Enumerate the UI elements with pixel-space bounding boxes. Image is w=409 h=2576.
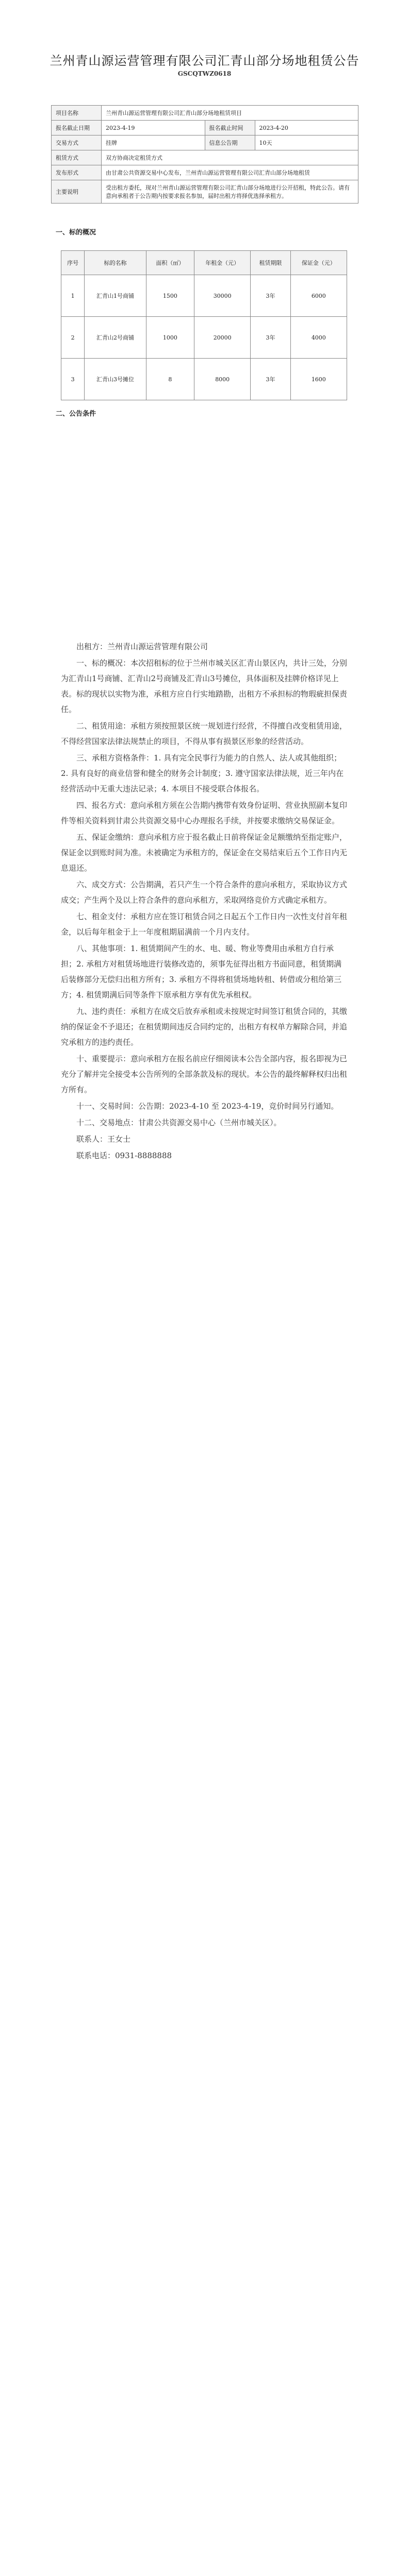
- body-paragraph: 十二、交易地点：甘肃公共资源交易中心（兰州市城关区）。: [76, 1118, 282, 1127]
- info-row: [52, 135, 358, 150]
- info-row: [52, 180, 358, 204]
- table-cell: 6000: [290, 275, 347, 317]
- column-header: 年租金（元）: [194, 251, 251, 275]
- table-cell: 2: [61, 317, 85, 359]
- body-paragraph: 十、重要提示：意向承租方在报名前应仔细阅读本公告全部内容，报名即视为已充分了解并完全接受本公告所列的全部条款及标的现状。本公告的最终解释权归出租方所有。: [61, 1054, 348, 1094]
- body-paragraph: 联系人：王女士: [76, 1134, 131, 1144]
- table-cell: 8000: [194, 359, 251, 400]
- table-cell: 1600: [290, 359, 347, 400]
- announcement-body: [61, 639, 347, 1164]
- info-row: [52, 106, 358, 121]
- info-label: 租赁方式: [52, 150, 102, 165]
- column-header: 租赁期限: [251, 251, 290, 275]
- table-cell: 3年: [251, 317, 290, 359]
- info-row: [52, 121, 358, 135]
- info-row: [52, 165, 358, 180]
- info-label: 信息公告期: [205, 135, 255, 150]
- body-paragraph: 八、其他事项：1. 租赁期间产生的水、电、暖、物业等费用由承租方自行承担；2. 承租方对租赁场地进行装修改造的，须事先征得出租方书面同意，租赁期满后装修部分无偿归出租方所有；3. 承租方不得将租赁场地转租、转借或分租给第三方；4. 租赁期满后同等条件下原承租方享有优先承租权。: [61, 944, 342, 999]
- info-value: 2023-4-20: [255, 121, 358, 135]
- info-label: 报名截止时间: [205, 121, 255, 135]
- table-cell: 3年: [251, 359, 290, 400]
- table-cell: 8: [146, 359, 194, 400]
- info-label: 报名截止日期: [52, 121, 102, 135]
- body-paragraph: 五、保证金缴纳：意向承租方应于报名截止日前将保证金足额缴纳至指定账户，保证金以到账时间为准。未被确定为承租方的，保证金在交易结束后五个工作日内无息退还。: [61, 833, 348, 873]
- body-paragraph: 联系电话：0931-8888888: [76, 1151, 172, 1160]
- column-header: 标的名称: [85, 251, 146, 275]
- items-table: [61, 250, 347, 400]
- table-row: [61, 275, 347, 317]
- document-title: 兰州青山源运营管理有限公司汇青山部分场地租赁公告: [50, 54, 359, 68]
- body-paragraph: 十一、交易时间：公告期：2023-4-10 至 2023-4-19，竞价时间另行通知。: [76, 1101, 339, 1111]
- section-heading: 二、公告条件: [56, 410, 96, 418]
- table-cell: 汇青山2号商铺: [85, 317, 146, 359]
- table-cell: 汇青山1号商铺: [85, 275, 146, 317]
- info-value: 兰州青山源运营管理有限公司汇青山部分场地租赁项目: [102, 106, 358, 121]
- table-cell: 1500: [146, 275, 194, 317]
- body-paragraph: 出租方：兰州青山源运营管理有限公司: [76, 642, 208, 651]
- column-header: 面积（㎡）: [146, 251, 194, 275]
- body-paragraph: 一、标的概况：本次招租标的位于兰州市城关区汇青山景区内，共计三处，分别为汇青山1号商铺、汇青山2号商铺及汇青山3号摊位，具体面积及挂牌价格详见上表。标的现状以实物为准，承租方应自行实地踏勘，出租方不承担标的物瑕疵担保责任。: [61, 658, 348, 714]
- info-label: 项目名称: [52, 106, 102, 121]
- section-heading: 一、标的概况: [56, 229, 96, 236]
- body-paragraph: 二、租赁用途：承租方须按照景区统一规划进行经营，不得擅自改变租赁用途，不得经营国家法律法规禁止的项目，不得从事有损景区形象的经营活动。: [61, 721, 348, 746]
- info-value: 10天: [255, 135, 358, 150]
- info-label: 发布形式: [52, 165, 102, 180]
- table-cell: 30000: [194, 275, 251, 317]
- table-cell: 汇青山3号摊位: [85, 359, 146, 400]
- info-value: 2023-4-19: [102, 121, 205, 135]
- column-header: 保证金（元）: [290, 251, 347, 275]
- column-header: 序号: [61, 251, 85, 275]
- table-cell: 3年: [251, 275, 290, 317]
- info-value: 双方协商决定租赁方式: [102, 150, 358, 165]
- table-row: [61, 317, 347, 359]
- body-paragraph: 四、报名方式：意向承租方须在公告期内携带有效身份证明、营业执照副本复印件等相关资料到甘肃公共资源交易中心办理报名手续，并按要求缴纳交易保证金。: [61, 801, 348, 825]
- info-label: 交易方式: [52, 135, 102, 150]
- table-cell: 3: [61, 359, 85, 400]
- body-paragraph: 六、成交方式：公告期满，若只产生一个符合条件的意向承租方，采取协议方式成交；产生两个及以上符合条件的意向承租方，采取网络竞价方式确定承租方。: [61, 880, 348, 905]
- info-row: [52, 150, 358, 165]
- table-header-row: [61, 251, 347, 275]
- info-value: 挂牌: [102, 135, 205, 150]
- table-row: [61, 359, 347, 400]
- table-cell: 20000: [194, 317, 251, 359]
- info-table: [51, 105, 358, 204]
- table-cell: 1: [61, 275, 85, 317]
- table-cell: 4000: [290, 317, 347, 359]
- body-paragraph: 三、承租方资格条件：1. 具有完全民事行为能力的自然人、法人或其他组织；2. 具有良好的商业信誉和健全的财务会计制度；3. 遵守国家法律法规，近三年内在经营活动中无重大违法记录；4. 本项目不接受联合体报名。: [61, 753, 344, 793]
- body-paragraph: 七、租金支付：承租方应在签订租赁合同之日起五个工作日内一次性支付首年租金，以后每年租金于上一年度租期届满前一个月内支付。: [61, 912, 348, 937]
- info-value: 由甘肃公共资源交易中心发布，兰州青山源运营管理有限公司汇青山部分场地租赁: [102, 165, 358, 180]
- info-value: 受出租方委托，现对兰州青山源运营管理有限公司汇青山部分场地进行公开招租，特此公告。请有意向承租者于公告期内按要求报名参加，届时出租方将择优选择承租方。: [102, 180, 358, 204]
- document-code: GSCQTWZ0618: [177, 70, 232, 77]
- info-label: 主要说明: [52, 180, 102, 204]
- table-cell: 1000: [146, 317, 194, 359]
- body-paragraph: 九、违约责任：承租方在成交后放弃承租或未按规定时间签订租赁合同的，其缴纳的保证金不予退还；在租赁期间违反合同约定的，出租方有权单方解除合同，并追究承租方的违约责任。: [61, 1007, 348, 1047]
